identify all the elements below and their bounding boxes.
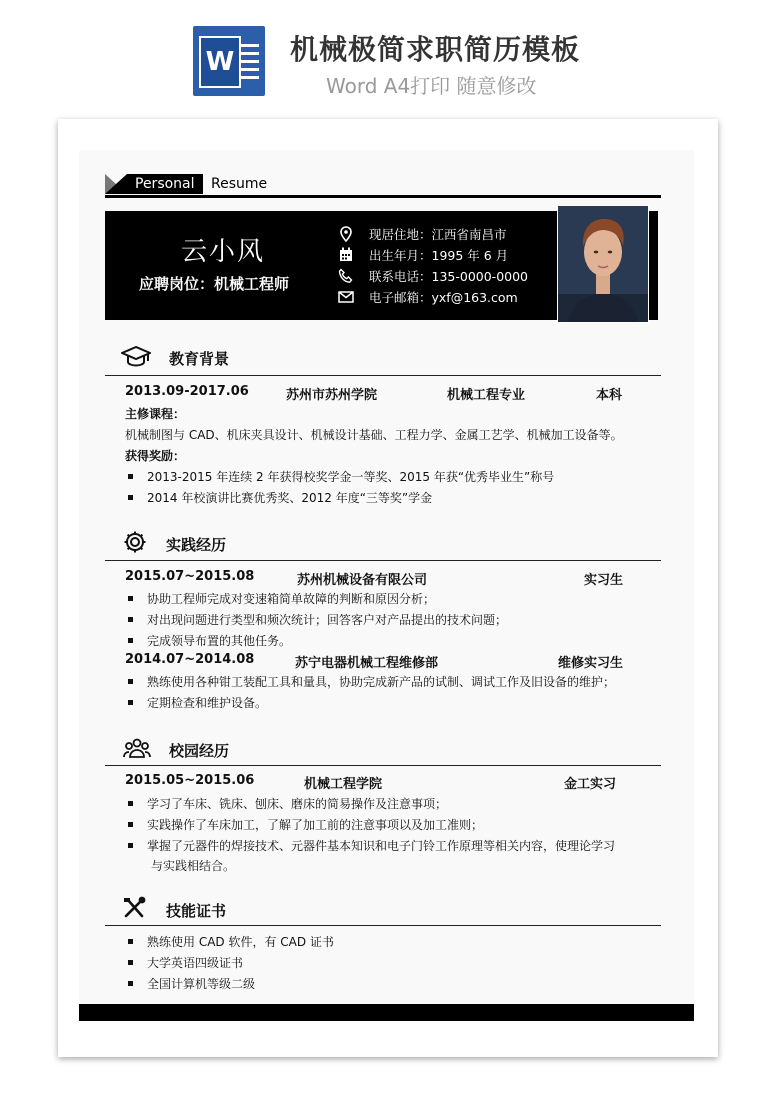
job-duty: 定期检查和维护设备。 [147, 696, 268, 710]
skill-item: 大学英语四级证书 [147, 956, 244, 970]
profile-photo [557, 205, 649, 323]
personal-resume-banner [105, 168, 661, 196]
section-education-title [121, 345, 229, 371]
courses-label: 主修课程： [125, 407, 186, 421]
job-role: 维修实习生 [558, 656, 624, 671]
footer-bar [79, 1004, 694, 1021]
template-title: 机械极简求职简历模板 [290, 33, 581, 66]
banner-personal: Personal [127, 174, 203, 194]
graduation-cap-icon [121, 345, 151, 371]
campus-period: 2015.05~2015.06 [125, 773, 255, 788]
campus-item: 掌握了元器件的焊接技术、元器件基本知识和电子门铃工作原理等相关内容，使理论学习 [147, 839, 616, 853]
job-duty: 协助工程师完成对变速箱简单故障的判断和原因分析； [147, 592, 436, 606]
section-campus-label: 校园经历 [169, 741, 230, 760]
contact-birth-text: 出生年月：1995 年 6 月 [369, 247, 509, 263]
contact-info [337, 223, 528, 307]
courses-text: 机械制图与 CAD、机床夹具设计、机械设计基础、工程力学、金属工艺学、机械加工设备等。 [125, 428, 623, 442]
campus-org: 机械工程学院 [304, 777, 383, 792]
job-duty: 熟练使用各种钳工装配工具和量具，协助完成新产品的试制、调试工作及旧设备的维护； [147, 675, 616, 689]
page-header [0, 0, 774, 110]
contact-address-text: 现居住地：江西省南昌市 [369, 226, 507, 242]
calendar-icon [337, 247, 355, 263]
section-skills-title [122, 896, 226, 924]
campus-item: 实践操作了车床加工，了解了加工前的注意事项以及加工准则； [147, 818, 484, 832]
profile-header [105, 211, 658, 320]
edu-major: 机械工程专业 [447, 388, 526, 403]
edu-degree: 本科 [596, 388, 623, 403]
contact-phone-text: 联系电话：135-0000-0000 [369, 268, 529, 284]
location-icon [337, 226, 355, 242]
candidate-name: 云小风 [181, 237, 266, 267]
campus-item-continued: 与实践相结合。 [151, 859, 236, 873]
job-company: 苏州机械设备有限公司 [297, 573, 428, 588]
applied-position: 应聘岗位：机械工程师 [139, 275, 290, 293]
contact-email-text: 电子邮箱：yxf@163.com [369, 289, 518, 305]
gear-icon [122, 529, 148, 559]
mail-icon [337, 289, 355, 305]
banner-resume: Resume [211, 176, 268, 192]
edu-period: 2013.09-2017.06 [125, 384, 249, 399]
word-logo-icon [193, 26, 265, 96]
award-item: 2014 年校演讲比赛优秀奖、2012 年度“三等奖”学金 [147, 491, 433, 505]
skill-item: 全国计算机等级二级 [147, 977, 256, 991]
section-practice-label: 实践经历 [166, 535, 227, 554]
job-company: 苏宁电器机械工程维修部 [295, 656, 439, 671]
contact-birth [337, 244, 528, 265]
resume-paper [58, 119, 718, 1057]
phone-icon [337, 268, 355, 284]
job-period: 2015.07~2015.08 [125, 569, 255, 584]
edu-school: 苏州市苏州学院 [286, 388, 378, 403]
group-people-icon [123, 737, 151, 763]
section-practice-title [122, 529, 226, 559]
job-period: 2014.07~2014.08 [125, 652, 255, 667]
contact-email [337, 286, 528, 307]
awards-label: 获得奖励： [125, 449, 186, 463]
job-duty: 对出现问题进行类型和频次统计；回答客户对产品提出的技术问题； [147, 613, 508, 627]
job-role: 实习生 [584, 573, 624, 588]
campus-item: 学习了车床、铣床、刨床、磨床的简易操作及注意事项； [147, 797, 448, 811]
section-campus-title [123, 737, 229, 763]
template-subtitle: Word A4打印 随意修改 [326, 74, 537, 98]
contact-phone [337, 265, 528, 286]
word-logo-letter: W [199, 36, 241, 88]
award-item: 2013-2015 年连续 2 年获得校奖学金一等奖、2015 年获“优秀毕业生”称号 [147, 470, 555, 484]
skill-item: 熟练使用 CAD 软件，有 CAD 证书 [147, 935, 334, 949]
resume-sheet [79, 150, 694, 1021]
campus-role: 金工实习 [564, 777, 617, 792]
section-education-label: 教育背景 [169, 349, 230, 368]
contact-address [337, 223, 528, 244]
job-duty: 完成领导布置的其他任务。 [147, 634, 292, 648]
section-skills-label: 技能证书 [166, 901, 227, 920]
tools-icon [122, 896, 148, 924]
